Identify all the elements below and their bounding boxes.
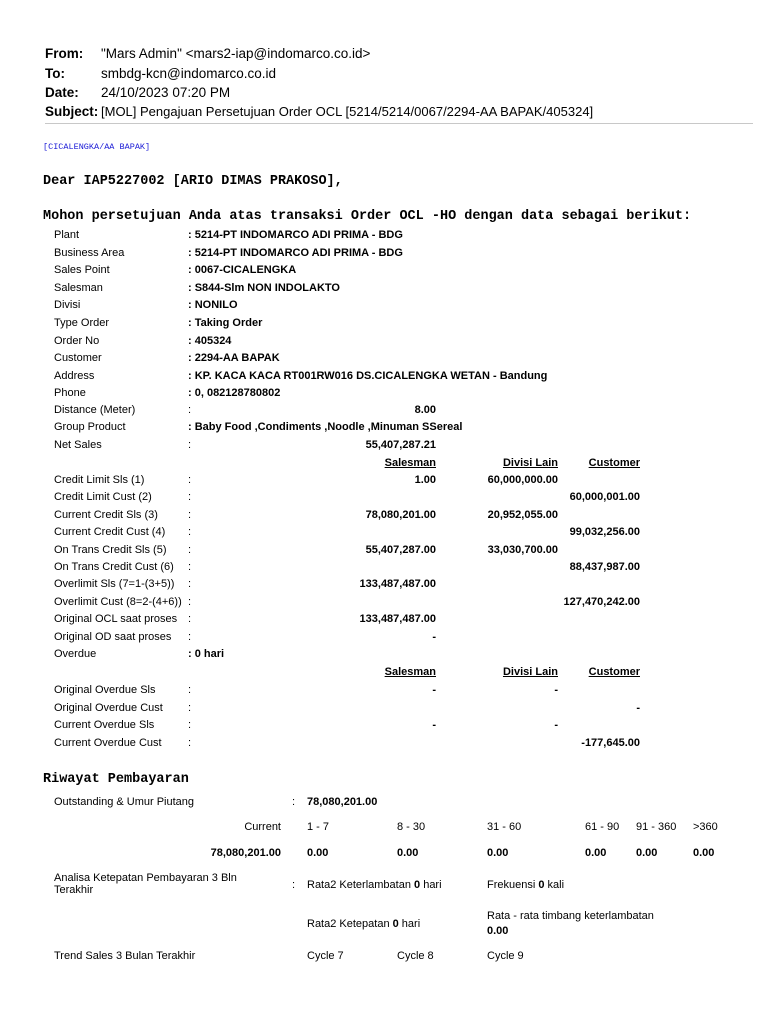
credit-row-label: On Trans Credit Sls (5) — [54, 543, 167, 556]
net-sales-value: 55,407,287.21 — [365, 439, 436, 451]
detail-value: : 0, 082128780802 — [188, 387, 281, 400]
credit-row-colon: : — [188, 561, 192, 573]
outstanding-colon: : — [292, 796, 296, 808]
credit-row-colon: : — [188, 474, 192, 486]
overdue-row-label: Current Overdue Cust — [54, 736, 162, 749]
credit-row-salesman: 133,487,487.00 — [359, 613, 436, 626]
timbang-value: 0.00 — [487, 925, 509, 937]
timbang-label: Rata - rata timbang keterlambatan — [487, 910, 654, 922]
credit-row-label: On Trans Credit Cust (6) — [54, 561, 174, 573]
aging-value-current: 78,080,201.00 — [210, 847, 281, 859]
overdue-row-customer: - — [636, 701, 640, 714]
trend-label: Trend Sales 3 Bulan Terakhir — [54, 950, 196, 962]
credit-row-label: Overlimit Cust (8=2-(4+6)) — [54, 595, 182, 608]
aging-value: 0.00 — [636, 847, 658, 859]
group-product-value: : Baby Food ,Condiments ,Noodle ,Minuman SSereal — [188, 421, 463, 433]
col-header-divisi: Divisi Lain — [502, 457, 558, 469]
intro-text: Mohon persetujuan Anda atas transaksi Order OCL -HO dengan data sebagai berikut: — [43, 209, 692, 224]
overdue-row-divisi: - — [554, 684, 558, 696]
header-divider — [45, 123, 753, 124]
to-label: To: — [45, 66, 65, 81]
credit-row-salesman: 1.00 — [414, 474, 436, 486]
distance-value: 8.00 — [414, 404, 436, 416]
outstanding-label: Outstanding & Umur Piutang — [54, 796, 195, 808]
riwayat-title: Riwayat Pembayaran — [43, 772, 189, 787]
credit-row-colon: : — [188, 526, 192, 539]
overdue-row-colon: : — [188, 701, 192, 714]
credit-row-label: Original OCL saat proses — [54, 613, 178, 626]
aging-header: 91 - 360 — [636, 821, 677, 833]
aging-header: 1 - 7 — [307, 821, 330, 833]
aging-value: 0.00 — [585, 847, 607, 859]
overdue-row-salesman: - — [432, 719, 436, 732]
distance-label: Distance (Meter) — [54, 404, 136, 416]
aging-value: 0.00 — [307, 847, 329, 859]
col-header-customer-2: Customer — [588, 666, 640, 678]
credit-row-divisi: 33,030,700.00 — [487, 543, 558, 556]
credit-row-label: Overlimit Sls (7=1-(3+5)) — [54, 578, 175, 591]
aging-header: >360 — [693, 821, 718, 833]
overdue-row-divisi: - — [554, 719, 558, 732]
detail-label: Customer — [54, 352, 102, 365]
rata-keterlambatan: Rata2 Keterlambatan 0 hari — [307, 879, 442, 891]
detail-label: Address — [54, 369, 95, 382]
greeting: Dear IAP5227002 [ARIO DIMAS PRAKOSO], — [43, 174, 343, 189]
credit-row-salesman: 55,407,287.00 — [365, 543, 436, 556]
credit-row-colon: : — [188, 630, 192, 643]
detail-label: Phone — [54, 387, 86, 400]
from-label: From: — [45, 46, 84, 61]
credit-row-label: Current Credit Cust (4) — [54, 526, 166, 539]
credit-row-salesman: 78,080,201.00 — [365, 508, 436, 521]
overdue-row-colon: : — [188, 736, 192, 749]
detail-label: Order No — [54, 334, 100, 347]
credit-row-customer: 88,437,987.00 — [569, 561, 640, 573]
credit-row-label: Credit Limit Sls (1) — [54, 474, 145, 486]
overdue-row-colon: : — [188, 684, 192, 696]
overdue-row-customer: -177,645.00 — [581, 736, 640, 749]
subject-value: [MOL] Pengajuan Persetujuan Order OCL [5214/5214/0067/2294-AA BAPAK/405324] — [101, 104, 594, 119]
outstanding-value: 78,080,201.00 — [307, 796, 378, 808]
net-sales-label: Net Sales — [54, 439, 102, 451]
overdue-row-label: Original Overdue Sls — [54, 684, 156, 696]
cycle-7: Cycle 7 — [307, 950, 344, 962]
credit-row-customer: 60,000,001.00 — [569, 491, 640, 504]
analisa-colon: : — [292, 879, 296, 891]
credit-row-colon: : — [188, 508, 192, 521]
detail-value: : 5214-PT INDOMARCO ADI PRIMA - BDG — [188, 246, 403, 259]
overdue-row-salesman: - — [432, 684, 436, 696]
net-sales-colon: : — [188, 439, 192, 451]
col-header-salesman: Salesman — [384, 457, 436, 469]
overdue-row-label: Original Overdue Cust — [54, 701, 163, 714]
overdue-row-colon: : — [188, 719, 192, 732]
credit-row-divisi: 60,000,000.00 — [487, 474, 558, 486]
aging-header-current: Current — [244, 821, 281, 833]
rata-ketepatan: Rata2 Ketepatan 0 hari — [307, 918, 421, 930]
col-header-salesman-2: Salesman — [384, 666, 436, 678]
detail-value: : 405324 — [188, 334, 232, 347]
detail-value: : S844-Slm NON INDOLAKTO — [188, 281, 340, 294]
detail-value: : 2294-AA BAPAK — [188, 352, 280, 365]
aging-header: 8 - 30 — [397, 821, 426, 833]
col-header-customer: Customer — [588, 457, 640, 469]
credit-row-colon: : — [188, 578, 192, 591]
aging-header: 31 - 60 — [487, 821, 522, 833]
credit-row-label: Original OD saat proses — [54, 630, 172, 643]
credit-row-label: Credit Limit Cust (2) — [54, 491, 152, 504]
overdue-value: : 0 hari — [188, 648, 225, 660]
credit-row-label: Current Credit Sls (3) — [54, 508, 158, 521]
overdue-label: Overdue — [54, 648, 97, 660]
aging-value: 0.00 — [397, 847, 419, 859]
group-product-label: Group Product — [54, 421, 126, 433]
detail-label: Type Order — [54, 317, 110, 329]
detail-value: : 0067-CICALENGKA — [188, 264, 297, 277]
frekuensi: Frekuensi 0 kali — [487, 879, 565, 891]
detail-value: : KP. KACA KACA RT001RW016 DS.CICALENGKA WETAN - Bandung — [188, 369, 548, 382]
date-value: 24/10/2023 07:20 PM — [101, 85, 231, 100]
to-value: smbdg-kcn@indomarco.co.id — [101, 66, 277, 81]
credit-row-customer: 127,470,242.00 — [563, 595, 640, 608]
detail-value: : NONILO — [188, 299, 238, 312]
detail-label: Plant — [54, 229, 80, 241]
subject-label: Subject: — [45, 104, 99, 119]
col-header-divisi-2: Divisi Lain — [502, 666, 558, 678]
detail-label: Business Area — [54, 246, 125, 259]
detail-value: : Taking Order — [188, 317, 263, 329]
credit-row-customer: 99,032,256.00 — [569, 526, 640, 539]
credit-row-colon: : — [188, 613, 192, 626]
credit-row-colon: : — [188, 543, 192, 556]
location-tag: [CICALENGKA/AA BAPAK] — [43, 142, 151, 152]
detail-value: : 5214-PT INDOMARCO ADI PRIMA - BDG — [188, 229, 403, 241]
credit-row-colon: : — [188, 491, 192, 504]
detail-label: Salesman — [54, 281, 103, 294]
credit-row-salesman: 133,487,487.00 — [359, 578, 436, 591]
aging-value: 0.00 — [693, 847, 715, 859]
cycle-8: Cycle 8 — [397, 950, 434, 962]
date-label: Date: — [45, 85, 79, 100]
credit-row-colon: : — [188, 595, 192, 608]
overdue-row-label: Current Overdue Sls — [54, 719, 155, 732]
detail-label: Sales Point — [54, 264, 110, 277]
detail-label: Divisi — [54, 299, 81, 312]
analisa-label: Analisa Ketepatan Pembayaran 3 Bln Terakhir — [54, 872, 237, 896]
credit-row-salesman: - — [432, 630, 436, 643]
distance-colon: : — [188, 404, 192, 416]
aging-header: 61 - 90 — [585, 821, 620, 833]
from-value: "Mars Admin" <mars2-iap@indomarco.co.id> — [101, 46, 371, 61]
cycle-9: Cycle 9 — [487, 950, 524, 962]
credit-row-divisi: 20,952,055.00 — [487, 508, 558, 521]
aging-value: 0.00 — [487, 847, 509, 859]
